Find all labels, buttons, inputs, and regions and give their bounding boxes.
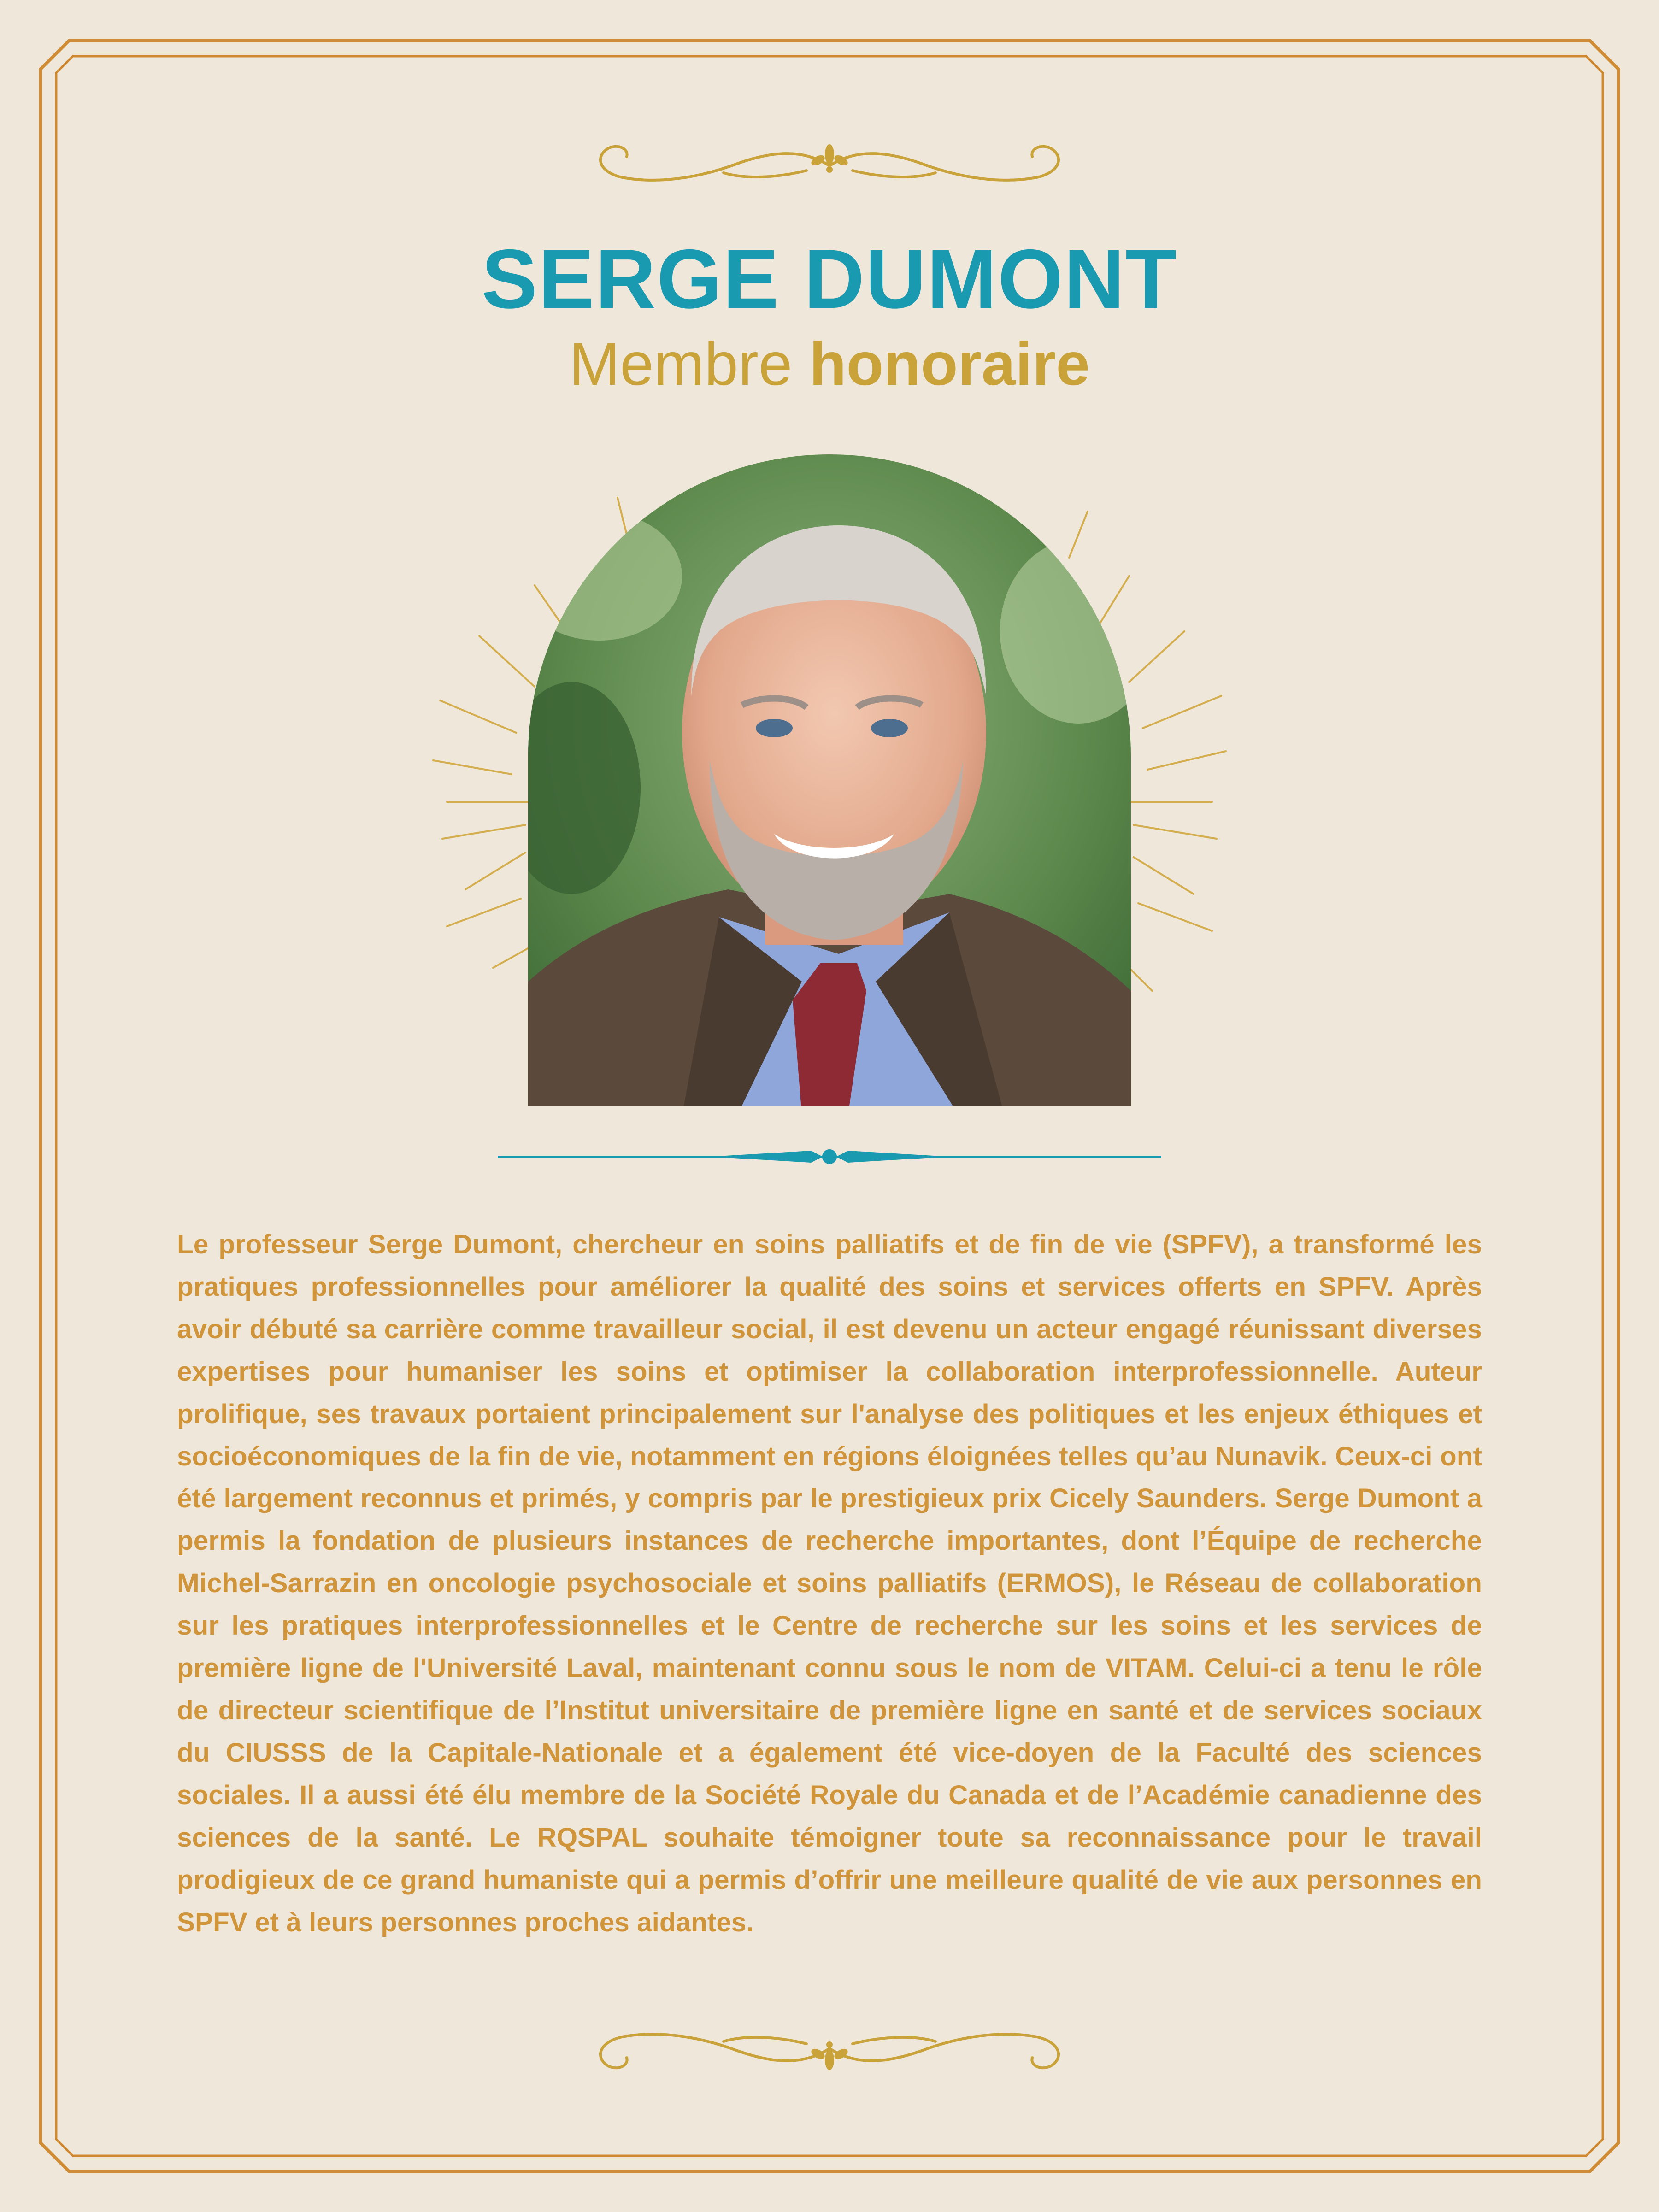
top-flourish-ornament xyxy=(585,134,1074,198)
bottom-flourish-ornament xyxy=(585,2016,1074,2081)
portrait-block xyxy=(359,438,1300,1115)
portrait-photo xyxy=(502,452,1157,1115)
honoree-name: SERGE DUMONT xyxy=(481,232,1178,326)
honoree-title xyxy=(0,329,1659,399)
title-bold: honoraire xyxy=(809,330,1090,398)
biography-text: Le professeur Serge Dumont, chercheur en soins palliatifs et de fin de vie (SPFV), a transformé les pratiques professionnelles pour améliorer la qualité des soins et services offerts en SPFV. Après avoir débuté sa carrière comme travailleur social, il est devenu un acteur engagé réunissant diverses expertises pour humaniser les soins et optimiser la collaboration interprofessionnelle. Auteur prolifique, ses travaux portaient principalement sur l'analyse des politiques et les enjeux éthiques et socioéconomiques de la fin de vie, notamment en régions éloignées telles qu’au Nunavik. Ceux-ci ont été largement reconnus et primés, y compris par le prestigieux prix Cicely Saunders. Serge Dumont a permis la fondation de plusieurs instances de recherche importantes, dont l’Équipe de recherche Michel-Sarrazin en oncologie psychosociale et soins palliatifs (ERMOS), le Réseau de collaboration sur les pratiques interprofessionnelles et le Centre de recherche sur les soins et les services de première ligne de l'Université Laval, maintenant connu sous le nom de VITAM. Celui-ci a tenu le rôle de directeur scientifique de l’Institut universitaire de première ligne en santé et de services sociaux du CIUSSS de la Capitale-Nationale et a également été vice-doyen de la Faculté des sciences sociales. Il a aussi été élu membre de la Société Royale du Canada et de l’Académie canadienne des sciences de la santé. Le RQSPAL souhaite témoigner toute sa reconnaissance pour le travail prodigieux de ce grand humaniste qui a permis d’offrir une meilleure qualité de vie aux personnes en SPFV et à leurs personnes proches aidantes. xyxy=(177,1230,1482,1937)
title-regular: Membre xyxy=(569,330,793,398)
diamond-divider-icon xyxy=(493,1141,1166,1173)
